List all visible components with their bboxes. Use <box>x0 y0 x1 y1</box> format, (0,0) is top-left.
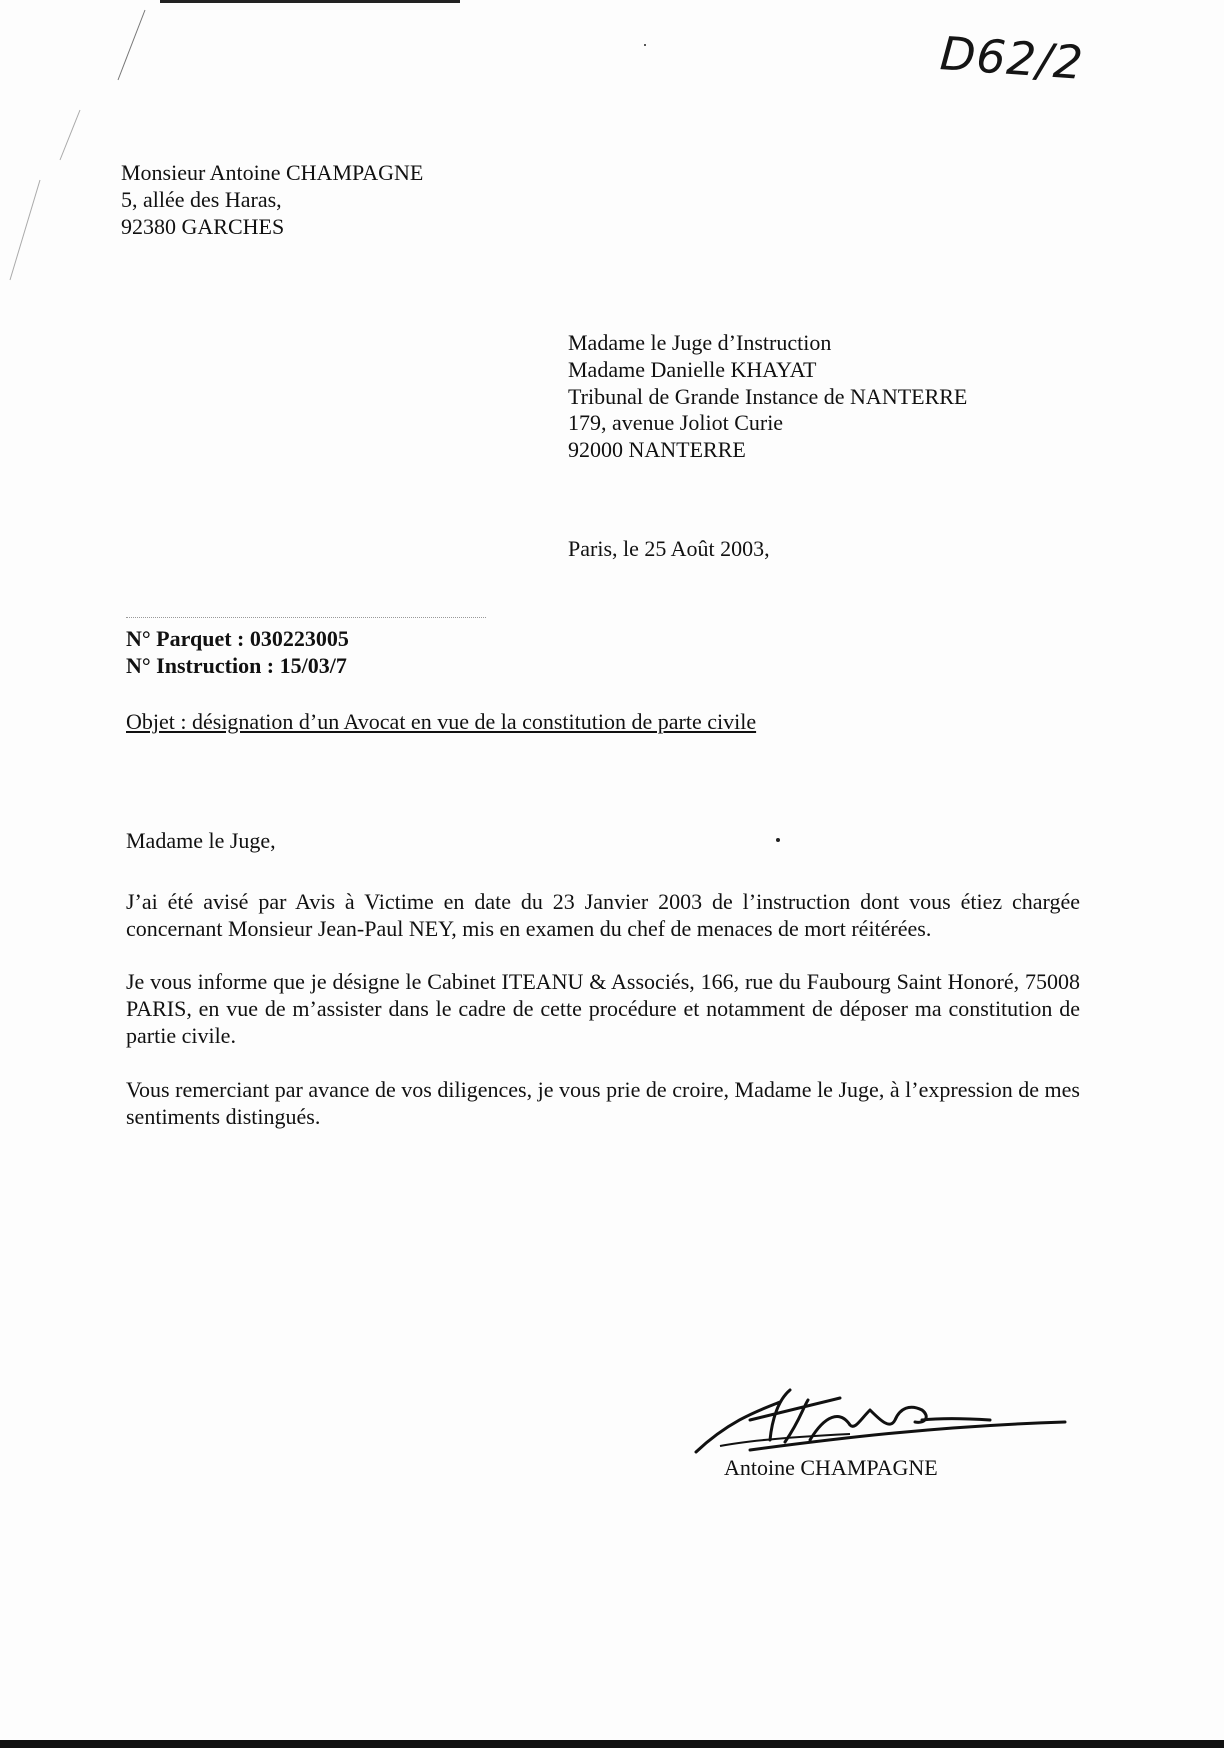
signer-name: Antoine CHAMPAGNE <box>724 1455 938 1480</box>
scan-speck <box>776 838 780 842</box>
parquet-number: N° Parquet : 030223005 <box>126 626 349 651</box>
recipient-court: Tribunal de Grande Instance de NANTERRE <box>568 383 968 409</box>
scan-artifact-edge <box>0 0 160 300</box>
sender-street: 5, allée des Haras, <box>121 186 282 212</box>
recipient-title: Madame le Juge d’Instruction <box>568 330 832 355</box>
recipient-city: 92000 NANTERRE <box>568 437 746 463</box>
letter-body <box>126 828 1080 1158</box>
scan-speck <box>644 44 646 46</box>
sender-address <box>121 160 423 240</box>
scan-artifact-top <box>160 0 460 3</box>
body-paragraph-3: Vous remerciant par avance de vos diligences, je vous prie de croire, Madame le Juge, à l’expression de mes sentiments distingués. <box>126 1076 1080 1129</box>
body-paragraph-1: J’ai été avisé par Avis à Victime en date du 23 Janvier 2003 de l’instruction dont vous étiez chargée concernant Monsieur Jean-Paul NEY, mis en examen du chef de menaces de mort réitérées. <box>126 888 1080 941</box>
recipient-street: 179, avenue Joliot Curie <box>568 410 784 436</box>
recipient-address <box>568 330 967 464</box>
sender-city: 92380 GARCHES <box>121 213 285 239</box>
body-paragraph-2: Je vous informe que je désigne le Cabinet ITEANU & Associés, 166, rue du Faubourg Saint Honoré, 75008 PARIS, en vue de m’assister dans le cadre de cette procédure et notamment de déposer ma constitution de partie civile. <box>126 969 1080 1049</box>
recipient-name: Madame Danielle KHAYAT <box>568 356 817 382</box>
instruction-number: N° Instruction : 15/03/7 <box>126 652 347 678</box>
letter-date: Paris, le 25 Août 2003, <box>568 536 770 561</box>
sender-name: Monsieur Antoine CHAMPAGNE <box>121 160 424 185</box>
letter-subject: Objet : désignation d’un Avocat en vue de la constitution de parte civile <box>126 709 757 734</box>
document-reference-stamp: D62/2 <box>938 26 1086 90</box>
scan-artifact-bottom <box>0 1740 1224 1748</box>
case-references <box>126 626 349 680</box>
salutation: Madame le Juge, <box>126 828 276 853</box>
handwritten-signature <box>690 1380 1070 1460</box>
dotted-rule <box>126 617 486 618</box>
